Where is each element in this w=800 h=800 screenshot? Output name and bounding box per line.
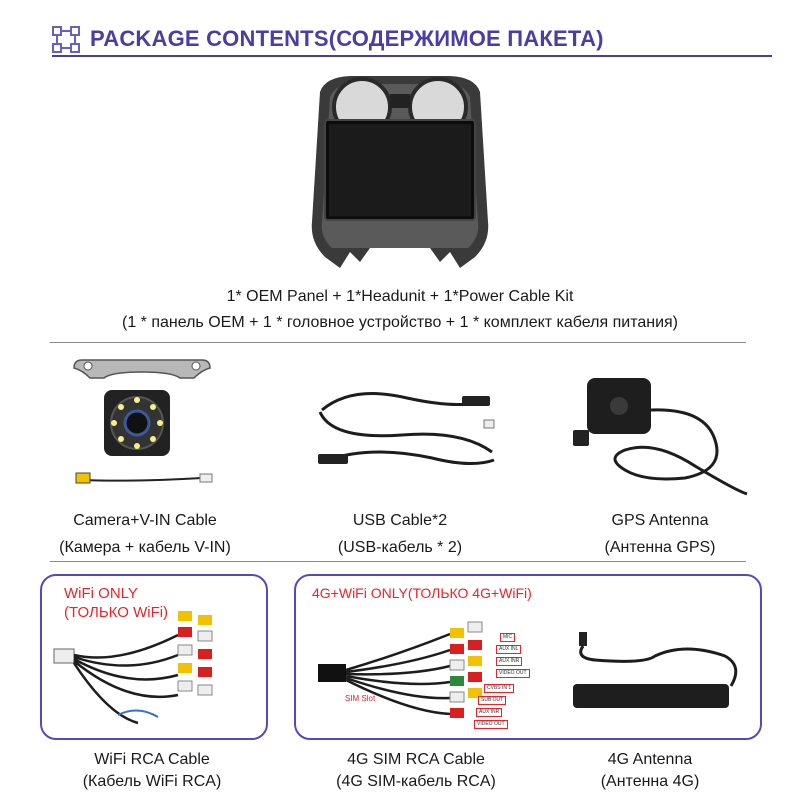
camera-caption-ru: (Камера + кабель V-IN) <box>59 539 231 556</box>
cable-tag: AUX INR <box>496 657 522 666</box>
gps-caption-en: GPS Antenna <box>611 512 709 529</box>
cable-tag: CVBS IN 1 <box>484 684 514 693</box>
g4-antenna-caption-ru: (Антенна 4G) <box>600 773 700 790</box>
g4-antenna-image <box>565 628 745 728</box>
wifi-rca-caption-ru: (Кабель WiFi RCA) <box>82 773 222 790</box>
cable-tag: VIDEO OUT <box>496 669 530 678</box>
cable-tag: VIDEO OUT <box>474 720 508 729</box>
cable-tag: AUX INL <box>496 645 521 654</box>
g4-sim-rca-caption-ru: (4G SIM-кабель RCA) <box>336 773 496 790</box>
cable-tag: AUX INR <box>476 708 502 717</box>
g4-wifi-label: 4G+WiFi ONLY(ТОЛЬКО 4G+WiFi) <box>312 585 532 601</box>
wifi-only-label-ru: (ТОЛЬКО WiFi) <box>64 604 169 621</box>
wifi-rca-cable-image <box>48 605 248 733</box>
sim-slot-label: SIM Slot <box>345 694 376 703</box>
g4-sim-rca-caption-en: 4G SIM RCA Cable <box>347 751 485 768</box>
usb-caption-en: USB Cable*2 <box>352 512 448 529</box>
wifi-rca-caption-en: WiFi RCA Cable <box>94 751 210 768</box>
page-title: PACKAGE CONTENTS(СОДЕРЖИМОЕ ПАКЕТА) <box>90 26 604 51</box>
gps-caption-ru: (Антенна GPS) <box>604 539 716 556</box>
gps-antenna-image <box>565 370 755 500</box>
usb-cable-image <box>312 380 502 480</box>
divider-1 <box>50 342 746 343</box>
header-underline <box>52 55 772 57</box>
g4-antenna-caption-en: 4G Antenna <box>607 751 693 768</box>
camera-image <box>62 352 222 502</box>
section-header <box>52 26 772 56</box>
cable-tag: SUB OUT <box>478 696 506 705</box>
main-caption-ru: (1 * панель OEM + 1 * головное устройство + 1 * комплект кабеля питания) <box>121 314 678 331</box>
oem-panel-headunit-image <box>300 72 500 272</box>
cable-tag: MIC <box>500 633 515 642</box>
divider-2 <box>50 561 746 562</box>
wifi-only-label: WiFi ONLY <box>64 585 138 602</box>
usb-caption-ru: (USB-кабель * 2) <box>337 539 463 556</box>
main-caption-en: 1* OEM Panel + 1*Headunit + 1*Power Cable Kit <box>226 288 574 305</box>
grid-icon <box>52 26 82 54</box>
camera-caption-en: Camera+V-IN Cable <box>73 512 217 529</box>
